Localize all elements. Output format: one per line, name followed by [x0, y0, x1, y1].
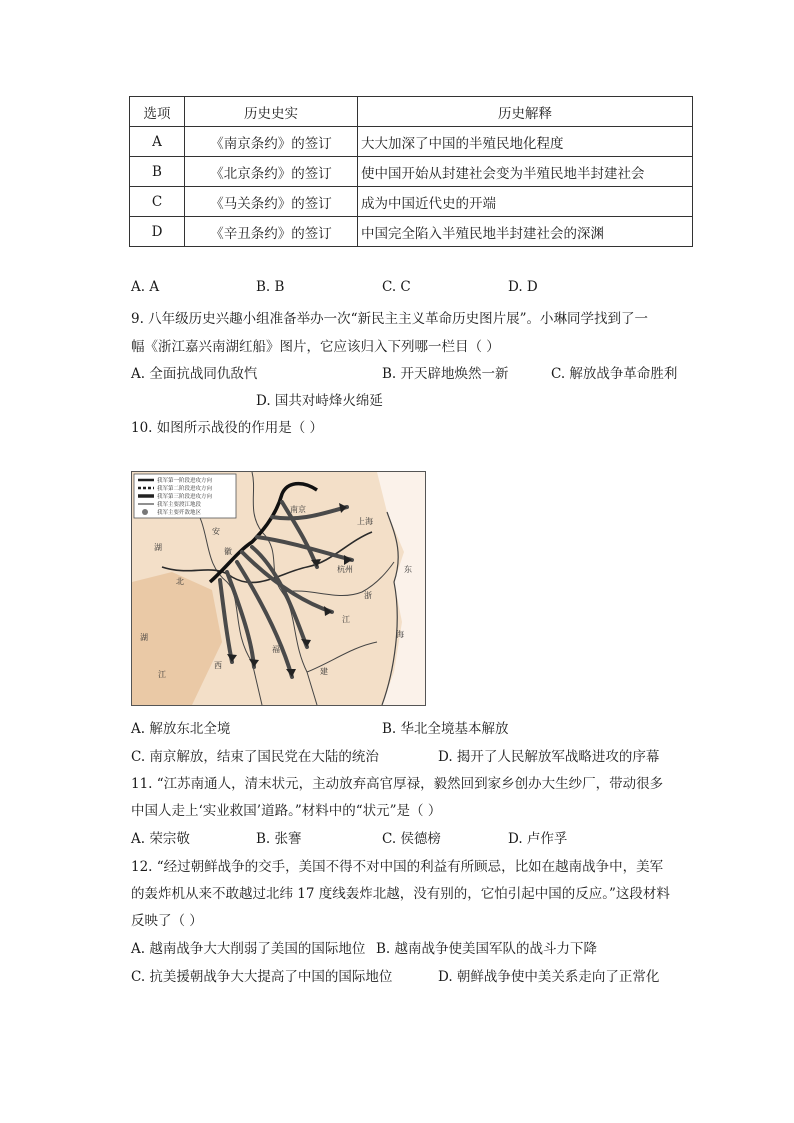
map-label: 建: [320, 667, 328, 676]
legend-item: 我军主要歼敌地区: [157, 510, 202, 516]
cell-explain: 大大加深了中国的半殖民地化程度: [358, 127, 693, 157]
header-explain: 历史解释: [358, 97, 693, 127]
map-label: 上海: [357, 517, 373, 526]
cell-fact: 《马关条约》的签订: [185, 187, 358, 217]
q10-option-a[interactable]: A. 解放东北全境: [131, 721, 231, 737]
legend-item: 我军第一阶段进攻方向: [157, 478, 213, 484]
map-label: 江: [158, 670, 166, 679]
q10-option-c[interactable]: C. 南京解放，结束了国民党在大陆的统治: [131, 749, 379, 765]
q10-option-d[interactable]: D. 揭开了人民解放军战略进攻的序幕: [438, 749, 660, 765]
table-row: [130, 187, 693, 217]
q8-option-c[interactable]: C. C: [382, 279, 411, 295]
q11-option-d[interactable]: D. 卢作孚: [508, 831, 568, 847]
q9-stem-line1: 9. 八年级历史兴趣小组准备举办一次“新民主主义革命历史图片展”。小琳同学找到了一: [131, 311, 648, 327]
legend-item: 我军第三阶段进攻方向: [157, 494, 213, 500]
cell-fact: 《辛丑条约》的签订: [185, 217, 358, 247]
q11-option-b[interactable]: B. 张謇: [256, 831, 302, 847]
q11-option-a[interactable]: A. 荣宗敬: [131, 831, 190, 847]
q12-stem-line1: 12. “经过朝鲜战争的交手，美国不得不对中国的利益有所顾忌，比如在越南战争中，美军: [131, 859, 664, 875]
cell-explain: 中国完全陷入半殖民地半封建社会的深渊: [358, 217, 693, 247]
q9-option-c[interactable]: C. 解放战争革命胜利: [551, 366, 678, 382]
q10-option-b[interactable]: B. 华北全境基本解放: [382, 721, 509, 737]
map-label: 东: [404, 565, 412, 574]
table-row: [130, 217, 693, 247]
cell-option: C: [130, 187, 185, 217]
legend-item: 我军主要渡江地段: [157, 502, 202, 508]
cell-option: A: [130, 127, 185, 157]
cell-fact: 《北京条约》的签订: [185, 157, 358, 187]
map-label: 西: [214, 661, 222, 670]
q8-option-b[interactable]: B. B: [256, 279, 285, 295]
cell-option: D: [130, 217, 185, 247]
q9-stem-line2: 幅《浙江嘉兴南湖红船》图片，它应该归入下列哪一栏目（ ）: [131, 339, 500, 355]
q11-stem-line1: 11. “江苏南通人，清末状元，主动放弃高官厚禄，毅然回到家乡创办大生纱厂，带动很多: [131, 776, 664, 792]
header-option: 选项: [130, 97, 185, 127]
map-label: 徽: [224, 547, 232, 556]
q8-option-a[interactable]: A. A: [131, 279, 160, 295]
map-svg: [132, 472, 425, 705]
table-row: [130, 157, 693, 187]
campaign-map: [131, 471, 426, 706]
q11-stem-line2: 中国人走上‘实业救国’道路。”材料中的“状元”是（ ）: [131, 803, 442, 819]
history-table: [129, 96, 693, 247]
header-fact: 历史史实: [185, 97, 358, 127]
map-label: 湖: [140, 633, 148, 642]
map-label: 福: [272, 645, 280, 654]
cell-option: B: [130, 157, 185, 187]
q12-option-d[interactable]: D. 朝鲜战争使中美关系走向了正常化: [438, 969, 660, 985]
cell-explain: 成为中国近代史的开端: [358, 187, 693, 217]
map-label: 南京: [290, 505, 306, 514]
q12-option-b[interactable]: B. 越南战争使美国军队的战斗力下降: [376, 941, 598, 957]
map-label: 安: [212, 527, 220, 536]
q9-option-b[interactable]: B. 开天辟地焕然一新: [382, 366, 509, 382]
map-label: 海: [396, 630, 404, 639]
q11-option-c[interactable]: C. 侯德榜: [382, 831, 441, 847]
q12-option-c[interactable]: C. 抗美援朝战争大大提高了中国的国际地位: [131, 969, 393, 985]
map-label: 湖: [154, 543, 162, 552]
q10-stem: 10. 如图所示战役的作用是（ ）: [131, 420, 324, 436]
legend-item: 我军第二阶段进攻方向: [157, 486, 213, 492]
map-label: 杭州: [337, 565, 353, 574]
q9-option-a[interactable]: A. 全面抗战同仇敌忾: [131, 366, 258, 382]
q8-option-d[interactable]: D. D: [508, 279, 538, 295]
map-label: 江: [342, 615, 350, 624]
table-header-row: [130, 97, 693, 127]
q9-option-d[interactable]: D. 国共对峙烽火绵延: [256, 393, 383, 409]
map-label: 北: [176, 577, 184, 586]
q12-option-a[interactable]: A. 越南战争大大削弱了美国的国际地位: [131, 941, 366, 957]
map-label: 浙: [364, 591, 372, 600]
q12-stem-line3: 反映了（ ）: [131, 913, 203, 929]
cell-explain: 使中国开始从封建社会变为半殖民地半封建社会: [358, 157, 693, 187]
cell-fact: 《南京条约》的签订: [185, 127, 358, 157]
q12-stem-line2: 的轰炸机从来不敢越过北纬 17 度线轰炸北越，没有别的，它怕引起中国的反应。”这段材料: [131, 886, 670, 902]
table-row: [130, 127, 693, 157]
